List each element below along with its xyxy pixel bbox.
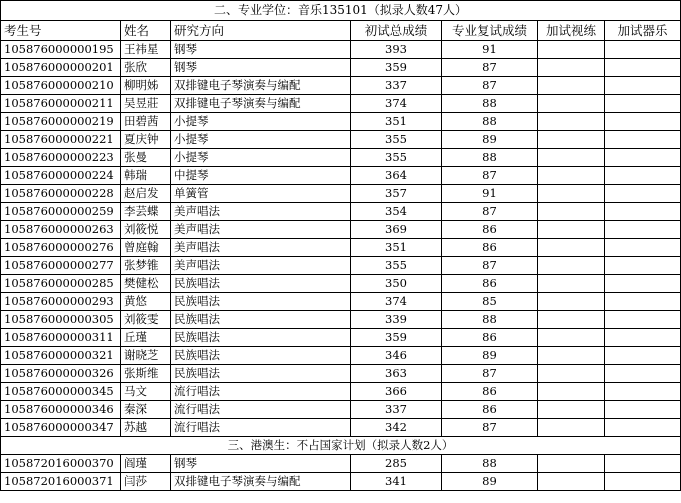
section-title: 二、专业学位：音乐135101（拟录人数47人）	[1, 1, 681, 21]
table-row	[1, 221, 681, 239]
table-row	[1, 77, 681, 95]
sight-reading-score	[538, 131, 605, 149]
professional-score: 87	[442, 203, 538, 221]
research-direction: 小提琴	[171, 131, 351, 149]
professional-score: 88	[442, 455, 538, 473]
professional-score: 91	[442, 41, 538, 59]
table-row	[1, 311, 681, 329]
table-row	[1, 239, 681, 257]
research-direction: 双排键电子琴演奏与编配	[171, 77, 351, 95]
instrument-score	[605, 77, 681, 95]
initial-score: 346	[351, 347, 442, 365]
col-header-professional-score: 专业复试成绩	[442, 21, 538, 41]
candidate-id: 105876000000305	[1, 311, 121, 329]
research-direction: 美声唱法	[171, 239, 351, 257]
research-direction: 流行唱法	[171, 383, 351, 401]
candidate-name: 张梦锥	[121, 257, 171, 275]
candidate-name: 刘筱悦	[121, 221, 171, 239]
table-row	[1, 473, 681, 491]
instrument-score	[605, 203, 681, 221]
candidate-name: 张曼	[121, 149, 171, 167]
instrument-score	[605, 239, 681, 257]
instrument-score	[605, 131, 681, 149]
col-header-initial-score: 初试总成绩	[351, 21, 442, 41]
initial-score: 351	[351, 239, 442, 257]
professional-score: 86	[442, 221, 538, 239]
table-row	[1, 95, 681, 113]
research-direction: 民族唱法	[171, 311, 351, 329]
professional-score: 86	[442, 275, 538, 293]
professional-score: 86	[442, 239, 538, 257]
research-direction: 钢琴	[171, 455, 351, 473]
candidate-name: 马文	[121, 383, 171, 401]
research-direction: 美声唱法	[171, 203, 351, 221]
candidate-id: 105876000000228	[1, 185, 121, 203]
candidate-id: 105876000000293	[1, 293, 121, 311]
sight-reading-score	[538, 149, 605, 167]
initial-score: 369	[351, 221, 442, 239]
sight-reading-score	[538, 167, 605, 185]
research-direction: 单簧管	[171, 185, 351, 203]
candidate-id: 105876000000221	[1, 131, 121, 149]
initial-score: 359	[351, 329, 442, 347]
research-direction: 双排键电子琴演奏与编配	[171, 473, 351, 491]
initial-score: 357	[351, 185, 442, 203]
candidate-id: 105876000000223	[1, 149, 121, 167]
candidate-id: 105876000000346	[1, 401, 121, 419]
sight-reading-score	[538, 275, 605, 293]
candidate-name: 张欣	[121, 59, 171, 77]
sight-reading-score	[538, 95, 605, 113]
candidate-id: 105876000000210	[1, 77, 121, 95]
candidate-name: 谢晓芝	[121, 347, 171, 365]
professional-score: 89	[442, 347, 538, 365]
instrument-score	[605, 275, 681, 293]
initial-score: 342	[351, 419, 442, 437]
professional-score: 91	[442, 185, 538, 203]
research-direction: 流行唱法	[171, 419, 351, 437]
table-row	[1, 257, 681, 275]
professional-score: 89	[442, 131, 538, 149]
initial-score: 359	[351, 59, 442, 77]
candidate-name: 田碧茜	[121, 113, 171, 131]
initial-score: 339	[351, 311, 442, 329]
research-direction: 中提琴	[171, 167, 351, 185]
instrument-score	[605, 221, 681, 239]
sight-reading-score	[538, 383, 605, 401]
candidate-id: 105876000000259	[1, 203, 121, 221]
candidate-id: 105876000000345	[1, 383, 121, 401]
professional-score: 87	[442, 77, 538, 95]
col-header-direction: 研究方向	[171, 21, 351, 41]
instrument-score	[605, 293, 681, 311]
instrument-score	[605, 455, 681, 473]
instrument-score	[605, 311, 681, 329]
professional-score: 87	[442, 59, 538, 77]
professional-score: 87	[442, 257, 538, 275]
candidate-name: 秦深	[121, 401, 171, 419]
table-row	[1, 347, 681, 365]
table-row	[1, 329, 681, 347]
professional-score: 88	[442, 311, 538, 329]
candidate-name: 黄悠	[121, 293, 171, 311]
initial-score: 354	[351, 203, 442, 221]
professional-score: 85	[442, 293, 538, 311]
candidate-id: 105876000000347	[1, 419, 121, 437]
sight-reading-score	[538, 401, 605, 419]
professional-score: 86	[442, 329, 538, 347]
professional-score: 86	[442, 401, 538, 419]
initial-score: 364	[351, 167, 442, 185]
table-row	[1, 185, 681, 203]
sight-reading-score	[538, 59, 605, 77]
professional-score: 87	[442, 419, 538, 437]
instrument-score	[605, 383, 681, 401]
candidate-name: 闫莎	[121, 473, 171, 491]
col-header-instrument: 加试器乐	[605, 21, 681, 41]
candidate-id: 105872016000371	[1, 473, 121, 491]
candidate-id: 105876000000326	[1, 365, 121, 383]
table-row	[1, 455, 681, 473]
candidate-name: 阎瑾	[121, 455, 171, 473]
candidate-name: 李芸蝶	[121, 203, 171, 221]
col-header-id: 考生号	[1, 21, 121, 41]
research-direction: 小提琴	[171, 149, 351, 167]
table-row	[1, 59, 681, 77]
table-row	[1, 419, 681, 437]
instrument-score	[605, 95, 681, 113]
sight-reading-score	[538, 77, 605, 95]
research-direction: 民族唱法	[171, 293, 351, 311]
initial-score: 337	[351, 401, 442, 419]
candidate-name: 赵启发	[121, 185, 171, 203]
initial-score: 341	[351, 473, 442, 491]
instrument-score	[605, 149, 681, 167]
candidate-id: 105876000000277	[1, 257, 121, 275]
sight-reading-score	[538, 293, 605, 311]
sight-reading-score	[538, 347, 605, 365]
research-direction: 民族唱法	[171, 275, 351, 293]
professional-score: 86	[442, 383, 538, 401]
research-direction: 美声唱法	[171, 257, 351, 275]
sight-reading-score	[538, 473, 605, 491]
table-row	[1, 365, 681, 383]
instrument-score	[605, 401, 681, 419]
professional-score: 88	[442, 149, 538, 167]
table-row	[1, 275, 681, 293]
col-header-sight-reading: 加试视练	[538, 21, 605, 41]
candidate-id: 105876000000211	[1, 95, 121, 113]
table-row	[1, 113, 681, 131]
instrument-score	[605, 59, 681, 77]
candidate-name: 吴昱莊	[121, 95, 171, 113]
sight-reading-score	[538, 257, 605, 275]
table-row	[1, 131, 681, 149]
initial-score: 393	[351, 41, 442, 59]
instrument-score	[605, 473, 681, 491]
initial-score: 285	[351, 455, 442, 473]
col-header-name: 姓名	[121, 21, 171, 41]
section-subtitle-row	[1, 437, 681, 455]
instrument-score	[605, 257, 681, 275]
initial-score: 363	[351, 365, 442, 383]
research-direction: 民族唱法	[171, 347, 351, 365]
initial-score: 355	[351, 149, 442, 167]
sight-reading-score	[538, 221, 605, 239]
instrument-score	[605, 329, 681, 347]
candidate-name: 王祎星	[121, 41, 171, 59]
candidate-id: 105876000000285	[1, 275, 121, 293]
table-row	[1, 383, 681, 401]
candidate-id: 105876000000263	[1, 221, 121, 239]
instrument-score	[605, 419, 681, 437]
sight-reading-score	[538, 239, 605, 257]
section-title-row	[1, 1, 681, 21]
candidate-id: 105876000000321	[1, 347, 121, 365]
candidate-name: 刘筱雯	[121, 311, 171, 329]
candidate-id: 105876000000224	[1, 167, 121, 185]
instrument-score	[605, 365, 681, 383]
candidate-name: 夏庆钟	[121, 131, 171, 149]
professional-score: 88	[442, 113, 538, 131]
candidate-id: 105876000000276	[1, 239, 121, 257]
table-row	[1, 203, 681, 221]
table-row	[1, 401, 681, 419]
initial-score: 374	[351, 95, 442, 113]
research-direction: 民族唱法	[171, 365, 351, 383]
research-direction: 钢琴	[171, 41, 351, 59]
research-direction: 流行唱法	[171, 401, 351, 419]
initial-score: 337	[351, 77, 442, 95]
sight-reading-score	[538, 329, 605, 347]
instrument-score	[605, 113, 681, 131]
sight-reading-score	[538, 455, 605, 473]
initial-score: 355	[351, 131, 442, 149]
sight-reading-score	[538, 185, 605, 203]
initial-score: 351	[351, 113, 442, 131]
candidate-id: 105876000000219	[1, 113, 121, 131]
table-row	[1, 41, 681, 59]
candidate-name: 樊健松	[121, 275, 171, 293]
sight-reading-score	[538, 41, 605, 59]
section-subtitle: 三、港澳生：不占国家计划（拟录人数2人）	[1, 437, 681, 455]
sight-reading-score	[538, 365, 605, 383]
research-direction: 小提琴	[171, 113, 351, 131]
instrument-score	[605, 185, 681, 203]
research-direction: 美声唱法	[171, 221, 351, 239]
candidate-id: 105876000000311	[1, 329, 121, 347]
instrument-score	[605, 347, 681, 365]
initial-score: 350	[351, 275, 442, 293]
candidate-name: 曾庭翰	[121, 239, 171, 257]
table-row	[1, 293, 681, 311]
sight-reading-score	[538, 419, 605, 437]
research-direction: 民族唱法	[171, 329, 351, 347]
professional-score: 88	[442, 95, 538, 113]
candidate-id: 105872016000370	[1, 455, 121, 473]
professional-score: 89	[442, 473, 538, 491]
candidate-name: 韩瑞	[121, 167, 171, 185]
candidate-id: 105876000000195	[1, 41, 121, 59]
candidate-id: 105876000000201	[1, 59, 121, 77]
sight-reading-score	[538, 113, 605, 131]
sight-reading-score	[538, 203, 605, 221]
research-direction: 钢琴	[171, 59, 351, 77]
initial-score: 366	[351, 383, 442, 401]
candidate-name: 苏越	[121, 419, 171, 437]
instrument-score	[605, 41, 681, 59]
instrument-score	[605, 167, 681, 185]
candidate-name: 柳明姊	[121, 77, 171, 95]
initial-score: 355	[351, 257, 442, 275]
research-direction: 双排键电子琴演奏与编配	[171, 95, 351, 113]
initial-score: 374	[351, 293, 442, 311]
sight-reading-score	[538, 311, 605, 329]
table-row	[1, 167, 681, 185]
candidate-name: 丘瑾	[121, 329, 171, 347]
professional-score: 87	[442, 167, 538, 185]
table-row	[1, 149, 681, 167]
header-row	[1, 21, 681, 41]
professional-score: 87	[442, 365, 538, 383]
candidate-name: 张斯维	[121, 365, 171, 383]
